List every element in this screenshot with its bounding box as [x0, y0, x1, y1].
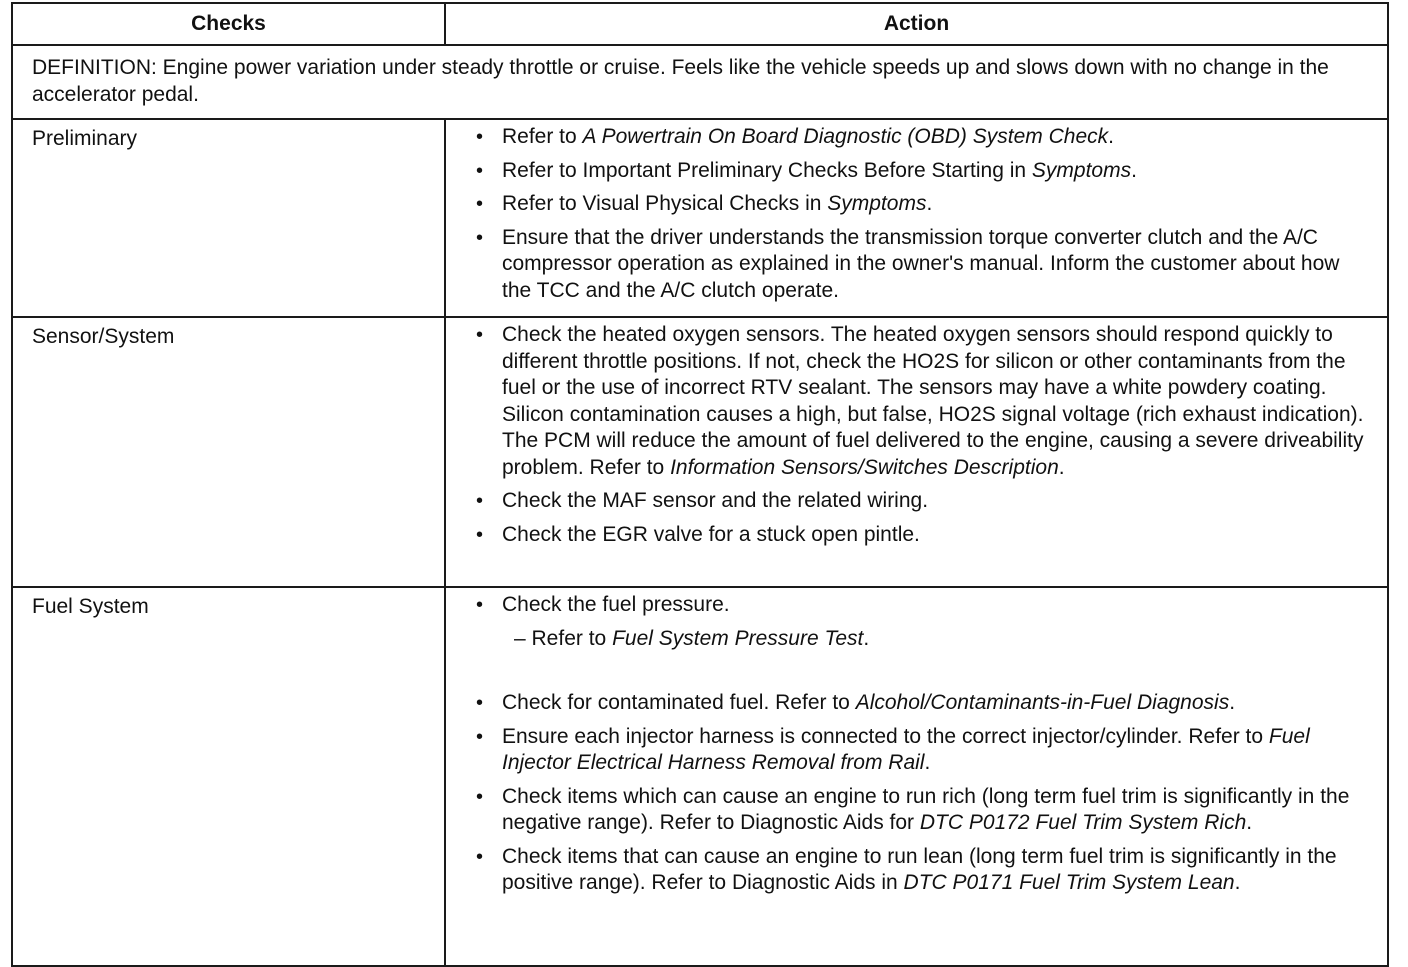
action-cell-sensor-system	[445, 317, 1388, 587]
header-action: Action	[445, 3, 1388, 45]
action-item: • Ensure that the driver understands the transmission torque converter clutch and the A/C compressor operation as explained in the owner's manual. Inform the customer about how the TCC and the A/C clutch operate.	[476, 225, 1373, 305]
cross-reference: Fuel System Pressure Test	[612, 626, 864, 650]
cross-reference: Alcohol/Contaminants-in-Fuel Diagnosis	[855, 691, 1230, 714]
cross-reference: DTC P0172 Fuel Trim System Rich	[919, 811, 1247, 834]
cross-reference: Information Sensors/Switches Description	[670, 455, 1059, 479]
check-name-fuel-system: Fuel System	[12, 587, 445, 966]
cross-reference: Symptoms	[1031, 158, 1132, 182]
action-item: • Check the EGR valve for a stuck open pintle.	[476, 522, 1373, 549]
action-item: • Refer to Visual Physical Checks in Symptoms.	[476, 191, 1373, 218]
table-row	[12, 119, 1388, 317]
action-item: • Check items that can cause an engine to run lean (long term fuel trim is significantly in the positive range). Refer to Diagnostic Aids in DTC P0171 Fuel Trim System Lean.	[476, 844, 1373, 897]
cross-reference: A Powertrain On Board Diagnostic (OBD) System Check	[582, 125, 1109, 148]
check-name-preliminary: Preliminary	[12, 119, 445, 317]
action-cell-preliminary	[445, 119, 1388, 317]
sub-action-item: – Refer to Fuel System Pressure Test.	[514, 626, 870, 650]
action-item: • Check items which can cause an engine to run rich (long term fuel trim is significantly in the negative range). Refer to Diagnostic Aids for DTC P0172 Fuel Trim System Rich.	[476, 784, 1373, 837]
header-checks: Checks	[12, 3, 445, 45]
action-item: • Ensure each injector harness is connected to the correct injector/cylinder. Refer to Fuel Injector Electrical Harness Removal from Rail.	[476, 724, 1373, 777]
cross-reference: DTC P0171 Fuel Trim System Lean	[903, 871, 1235, 894]
definition-row	[12, 45, 1388, 119]
action-item: • Check the fuel pressure. – Refer to Fuel System Pressure Test.	[476, 592, 1373, 652]
cross-reference: Fuel Injector Electrical Harness Removal from Rail	[502, 724, 1310, 774]
definition-text: DEFINITION: Engine power variation under steady throttle or cruise. Feels like the vehicle speeds up and slows down with no change in the accelerator pedal.	[12, 45, 1388, 119]
action-list	[476, 124, 1373, 304]
action-list	[476, 322, 1373, 548]
action-item: • Check the MAF sensor and the related wiring.	[476, 488, 1373, 515]
action-item: • Refer to Important Preliminary Checks Before Starting in Symptoms.	[476, 158, 1373, 185]
action-item: • Check the heated oxygen sensors. The heated oxygen sensors should respond quickly to different throttle positions. If not, check the HO2S for silicon or other contaminants from the fuel or the use of incorrect RTV sealant. The sensors may have a white powdery coating. Silicon contamination causes a high, but false, HO2S signal voltage (rich exhaust indication). The PCM will reduce the amount of fuel delivered to the engine, causing a severe driveability problem. Refer to Information Sensors/Switches Description.	[476, 322, 1373, 481]
action-item: • Refer to A Powertrain On Board Diagnostic (OBD) System Check.	[476, 124, 1373, 151]
action-cell-fuel-system	[445, 587, 1388, 966]
table-row	[12, 317, 1388, 587]
check-name-sensor-system: Sensor/System	[12, 317, 445, 587]
action-item: • Check for contaminated fuel. Refer to Alcohol/Contaminants-in-Fuel Diagnosis.	[476, 690, 1373, 717]
header-row	[12, 3, 1388, 45]
cross-reference: Symptoms	[827, 192, 927, 215]
table-row	[12, 587, 1388, 966]
diagnostic-table	[11, 2, 1389, 967]
action-list	[476, 592, 1373, 897]
